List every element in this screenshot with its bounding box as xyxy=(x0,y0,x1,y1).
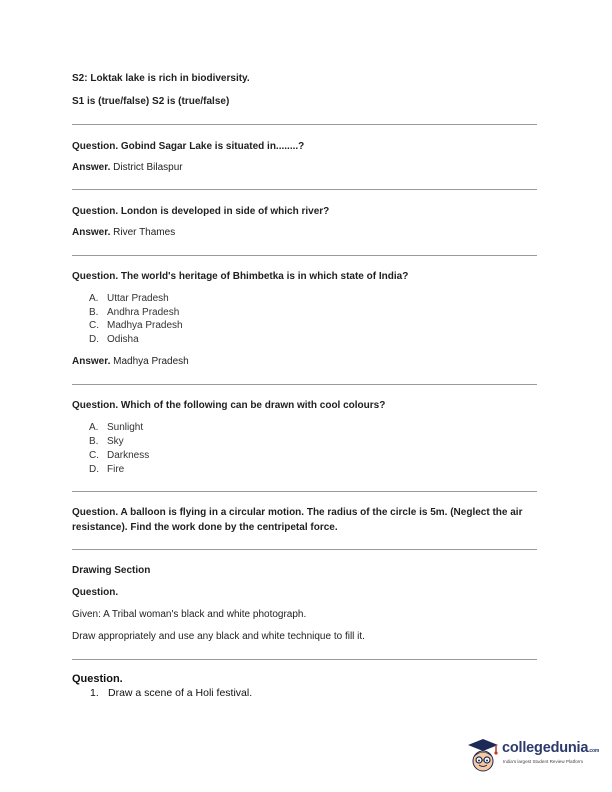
option-a: A. Sunlight xyxy=(89,422,144,433)
drawing-question-label: Question. xyxy=(72,587,119,598)
question-4: Question. Which of the following can be drawn with cool colours? xyxy=(72,400,386,411)
option-d: D. Odisha xyxy=(89,334,139,345)
answer-text: District Bilaspur xyxy=(110,162,183,173)
answer-label: Answer. xyxy=(72,356,111,367)
divider xyxy=(72,189,537,190)
question-5: Question. A balloon is flying in a circular motion. The radius of the circle is 5m. (Neglect the air resistance). Find the work done by the centripetal force. xyxy=(72,507,523,533)
divider xyxy=(72,549,537,550)
answer-text: River Thames xyxy=(110,227,176,238)
question-3: Question. The world's heritage of Bhimbetka is in which state of India? xyxy=(72,271,409,282)
option-c: C. Madhya Pradesh xyxy=(89,320,183,331)
drawing-instruction: Draw appropriately and use any black and white technique to fill it. xyxy=(72,631,365,642)
drawing-given: Given: A Tribal woman's black and white photograph. xyxy=(72,609,307,620)
divider xyxy=(72,124,537,125)
option-b: B. Andhra Pradesh xyxy=(89,307,180,318)
answer-label: Answer. xyxy=(72,162,111,173)
question-2: Question. London is developed in side of which river? xyxy=(72,206,330,217)
s2-statement: S2: Loktak lake is rich in biodiversity. xyxy=(72,73,250,84)
brand-tagline: India's largest Student Review Platform xyxy=(503,759,584,764)
answer-3 xyxy=(72,355,189,368)
option-a: A. Uttar Pradesh xyxy=(89,293,169,304)
brand-name: collegedunia.com xyxy=(502,740,600,756)
last-question-label: Question. xyxy=(72,673,123,685)
divider xyxy=(72,384,537,385)
numbered-item: 1. Draw a scene of a Holi festival. xyxy=(90,687,253,699)
answer-2 xyxy=(72,226,175,239)
s1-s2-prompt: S1 is (true/false) S2 is (true/false) xyxy=(72,96,230,107)
collegedunia-logo xyxy=(466,735,600,779)
divider xyxy=(72,491,537,492)
divider xyxy=(72,659,537,660)
question-1: Question. Gobind Sagar Lake is situated in........? xyxy=(72,141,305,152)
mascot-icon xyxy=(466,737,500,777)
option-c: C. Darkness xyxy=(89,450,150,461)
drawing-section-heading: Drawing Section xyxy=(72,565,151,576)
option-b: B. Sky xyxy=(89,436,124,447)
answer-1 xyxy=(72,161,183,174)
divider xyxy=(72,255,537,256)
option-d: D. Fire xyxy=(89,464,125,475)
answer-label: Answer. xyxy=(72,227,111,238)
answer-text: Madhya Pradesh xyxy=(110,356,189,367)
